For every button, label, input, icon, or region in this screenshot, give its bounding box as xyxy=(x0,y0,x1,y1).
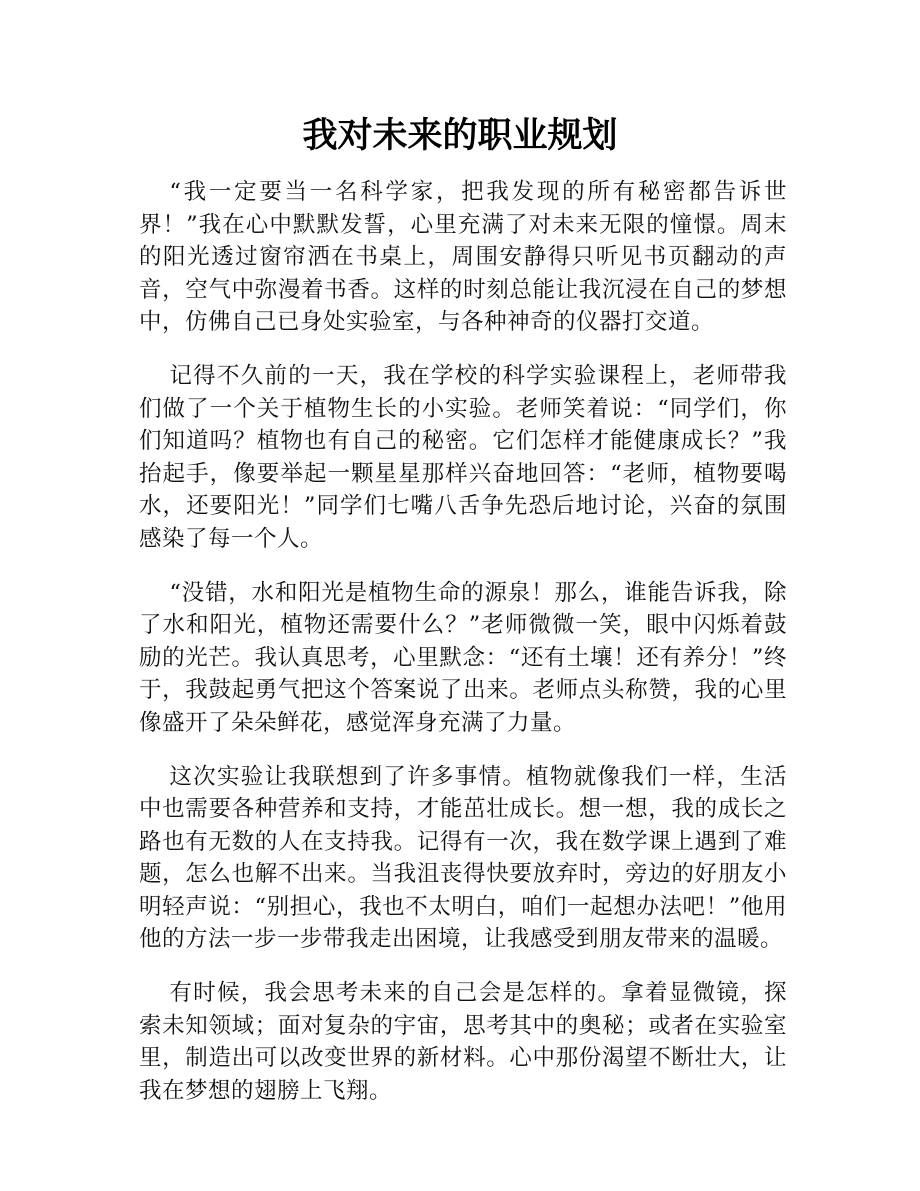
paragraph-5: 有时候，我会思考未来的自己会是怎样的。拿着显微镜，探索未知领域；面对复杂的宇宙，思考其中的奥秘；或者在实验室里，制造出可以改变世界的新材料。心中那份渴望不断壮大，让我在梦想的翅膀上飞翔。 xyxy=(139,980,787,1104)
paragraph-2: 记得不久前的一天，我在学校的科学实验课程上，老师带我们做了一个关于植物生长的小实验。老师笑着说：“同学们，你们知道吗？植物也有自己的秘密。它们怎样才能健康成长？”我抬起手，像要举起一颗星星那样兴奋地回答：“老师，植物要喝水，还要阳光！”同学们七嘴八舌争先恐后地讨论，兴奋的氛围感染了每一个人。 xyxy=(139,362,787,552)
document-body xyxy=(139,176,787,1128)
paragraph-3: “没错，水和阳光是植物生命的源泉！那么，谁能告诉我，除了水和阳光，植物还需要什么？”老师微微一笑，眼中闪烁着鼓励的光芒。我认真思考，心里默念：“还有土壤！还有养分！”终于，我鼓起勇气把这个答案说了出来。老师点头称赞，我的心里像盛开了朵朵鲜花，感觉浑身充满了力量。 xyxy=(139,579,787,736)
paragraph-1: “我一定要当一名科学家，把我发现的所有秘密都告诉世界！”我在心中默默发誓，心里充满了对未来无限的憧憬。周末的阳光透过窗帘洒在书桌上，周围安静得只听见书页翻动的声音，空气中弥漫着书香。这样的时刻总能让我沉浸在自己的梦想中，仿佛自己已身处实验室，与各种神奇的仪器打交道。 xyxy=(139,179,787,336)
document-title: 我对未来的职业规划 xyxy=(302,116,618,156)
paragraph-4: 这次实验让我联想到了许多事情。植物就像我们一样，生活中也需要各种营养和支持，才能茁壮成长。想一想，我的成长之路也有无数的人在支持我。记得有一次，我在数学课上遇到了难题，怎么也解不出来。当我沮丧得快要放弃时，旁边的好朋友小明轻声说：“别担心，我也不太明白，咱们一起想办法吧！”他用他的方法一步一步带我走出困境，让我感受到朋友带来的温暖。 xyxy=(139,763,787,953)
